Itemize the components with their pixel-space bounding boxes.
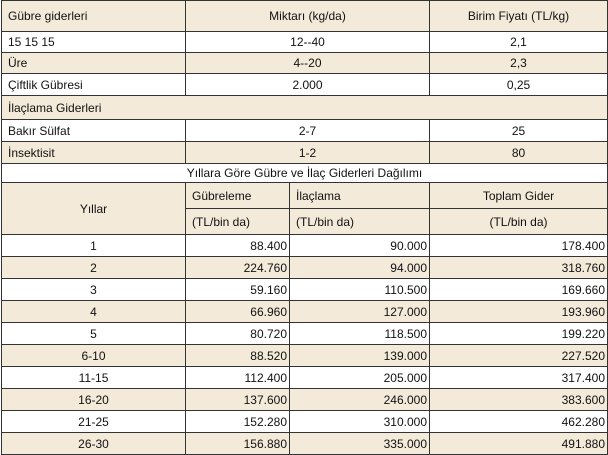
spraying-price: 80 [430, 142, 608, 164]
spraying-cell: 335.000 [290, 433, 430, 455]
total-cell: 318.760 [430, 257, 608, 279]
fertilizer-name: Çiftlik Gübresi [2, 74, 186, 96]
fertilizer-quantity: 2.000 [186, 74, 430, 96]
fertilizer-name: Üre [2, 53, 186, 74]
year-cell: 21-25 [2, 411, 186, 433]
spraying-cell: 110.500 [290, 279, 430, 301]
spraying-unit: (TL/bin da) [290, 209, 430, 235]
table-row [2, 433, 608, 455]
fertilizer-row [2, 32, 608, 53]
table-row [2, 367, 608, 389]
total-cost-unit: (TL/bin da) [430, 209, 608, 235]
year-cell: 26-30 [2, 433, 186, 455]
spraying-row [2, 120, 608, 142]
year-cell: 11-15 [2, 367, 186, 389]
spraying-cell: 139.000 [290, 345, 430, 367]
fertilizing-cell: 80.720 [186, 323, 290, 345]
fertilizing-cell: 88.520 [186, 345, 290, 367]
total-cell: 462.280 [430, 411, 608, 433]
fertilizer-name: 15 15 15 [2, 32, 186, 53]
table-row [2, 411, 608, 433]
cost-table [1, 0, 608, 455]
fertilizer-row [2, 53, 608, 74]
fertilizing-cell: 224.760 [186, 257, 290, 279]
total-cost-header: Toplam Gider [430, 183, 608, 209]
year-cell: 2 [2, 257, 186, 279]
total-cell: 491.880 [430, 433, 608, 455]
fertilizer-header-label: Gübre giderleri [2, 1, 186, 32]
fertilizing-unit: (TL/bin da) [186, 209, 290, 235]
year-cell: 5 [2, 323, 186, 345]
fertilizing-cell: 66.960 [186, 301, 290, 323]
total-cell: 193.960 [430, 301, 608, 323]
unit-price-header: Birim Fiyatı (TL/kg) [430, 1, 608, 32]
spraying-name: Bakır Sülfat [2, 120, 186, 142]
fertilizing-cell: 152.280 [186, 411, 290, 433]
fertilizing-cell: 156.880 [186, 433, 290, 455]
total-cell: 169.660 [430, 279, 608, 301]
spraying-cell: 94.000 [290, 257, 430, 279]
spraying-cell: 90.000 [290, 235, 430, 257]
spraying-price: 25 [430, 120, 608, 142]
fertilizer-price: 0,25 [430, 74, 608, 96]
table-row [2, 389, 608, 411]
total-cell: 178.400 [430, 235, 608, 257]
fertilizer-price: 2,1 [430, 32, 608, 53]
fertilizer-header-row [2, 1, 608, 32]
total-cell: 227.520 [430, 345, 608, 367]
total-cell: 383.600 [430, 389, 608, 411]
fertilizer-row [2, 74, 608, 96]
year-cell: 1 [2, 235, 186, 257]
total-cell: 317.400 [430, 367, 608, 389]
year-cell: 3 [2, 279, 186, 301]
spraying-section-row [2, 96, 608, 120]
fertilizer-quantity: 4--20 [186, 53, 430, 74]
spraying-cell: 127.000 [290, 301, 430, 323]
years-header: Yıllar [2, 183, 186, 235]
spraying-header: İlaçlama [290, 183, 430, 209]
table-row [2, 257, 608, 279]
table-row [2, 323, 608, 345]
spraying-quantity: 2-7 [186, 120, 430, 142]
spraying-section-title: İlaçlama Giderleri [2, 96, 608, 120]
year-cell: 16-20 [2, 389, 186, 411]
spraying-name: İnsektisit [2, 142, 186, 164]
spraying-cell: 205.000 [290, 367, 430, 389]
fertilizing-header: Gübreleme [186, 183, 290, 209]
total-cell: 199.220 [430, 323, 608, 345]
distribution-header-row [2, 183, 608, 209]
table-row [2, 235, 608, 257]
spraying-row [2, 142, 608, 164]
fertilizing-cell: 59.160 [186, 279, 290, 301]
fertilizing-cell: 88.400 [186, 235, 290, 257]
spraying-cell: 118.500 [290, 323, 430, 345]
fertilizing-cell: 137.600 [186, 389, 290, 411]
spraying-quantity: 1-2 [186, 142, 430, 164]
distribution-caption: Yıllara Göre Gübre ve İlaç Giderleri Dağılımı [2, 164, 608, 183]
fertilizer-price: 2,3 [430, 53, 608, 74]
spraying-cell: 310.000 [290, 411, 430, 433]
quantity-header: Miktarı (kg/da) [186, 1, 430, 32]
spraying-cell: 246.000 [290, 389, 430, 411]
table-row [2, 279, 608, 301]
distribution-caption-row [2, 164, 608, 183]
table-row [2, 345, 608, 367]
year-cell: 6-10 [2, 345, 186, 367]
year-cell: 4 [2, 301, 186, 323]
table-row [2, 301, 608, 323]
fertilizing-cell: 112.400 [186, 367, 290, 389]
fertilizer-quantity: 12--40 [186, 32, 430, 53]
